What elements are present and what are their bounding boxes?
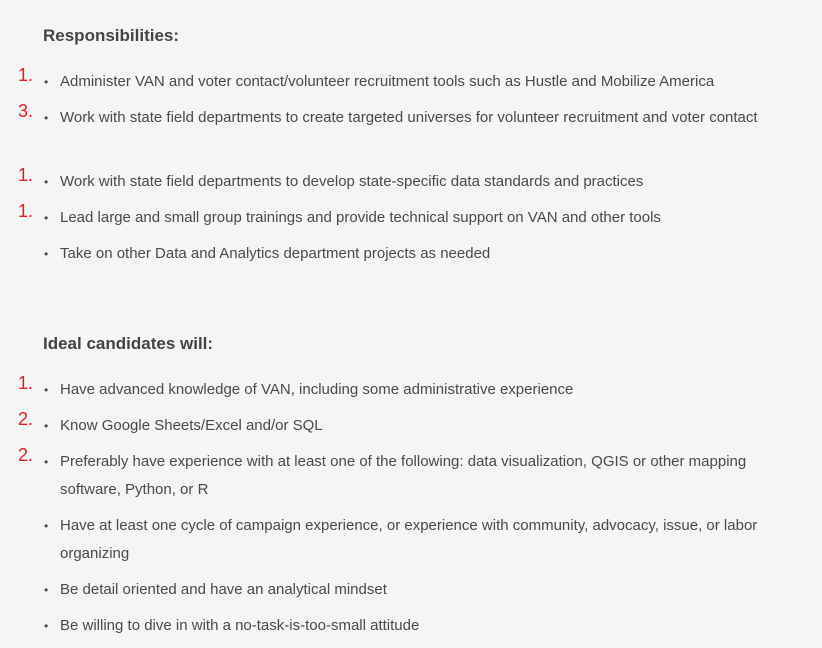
bullet-icon: • (44, 75, 49, 89)
list-item-text: Work with state field departments to create targeted universes for volunteer recruitment and voter contact (60, 109, 758, 126)
annotation-marker: 2. (18, 445, 34, 465)
annotation-marker: 1. (18, 65, 34, 85)
bullet-icon: • (44, 455, 49, 469)
bullet-icon: • (44, 175, 49, 189)
list-item-text: Be willing to dive in with a no-task-is-too-small attitude (60, 617, 420, 634)
list-item-text: Preferably have experience with at least one of the following: data visualization, QGIS or other mapping software, Python, or R (60, 453, 747, 498)
bullet-icon: • (44, 619, 49, 633)
bullet-icon: • (44, 247, 49, 261)
list-item-text: Know Google Sheets/Excel and/or SQL (60, 417, 323, 434)
bullet-icon: • (44, 419, 49, 433)
list-item-text: Lead large and small group trainings and provide technical support on VAN and other tools (60, 209, 661, 226)
bullet-icon: • (44, 111, 49, 125)
list-item-text: Administer VAN and voter contact/volunteer recruitment tools such as Hustle and Mobilize America (60, 73, 715, 90)
ideal-candidates-heading: Ideal candidates will: (43, 334, 214, 353)
list-item-text: Have advanced knowledge of VAN, including some administrative experience (60, 381, 574, 398)
bullet-icon: • (44, 383, 49, 397)
annotation-marker: 2. (18, 409, 34, 429)
bullet-icon: • (44, 519, 49, 533)
list-item-text: Take on other Data and Analytics department projects as needed (60, 245, 491, 262)
list-item-text: Be detail oriented and have an analytical mindset (60, 581, 387, 598)
list-item-text: Have at least one cycle of campaign experience, or experience with community, advocacy, issue, or labor organizing (60, 517, 758, 562)
bullet-icon: • (44, 211, 49, 225)
annotation-marker: 1. (18, 373, 34, 393)
annotation-marker: 1. (18, 201, 34, 221)
annotation-marker: 3. (18, 101, 34, 121)
bullet-icon: • (44, 583, 49, 597)
list-item-text: Work with state field departments to develop state-specific data standards and practices (60, 173, 644, 190)
responsibilities-heading: Responsibilities: (43, 26, 180, 45)
annotation-marker: 1. (18, 165, 34, 185)
